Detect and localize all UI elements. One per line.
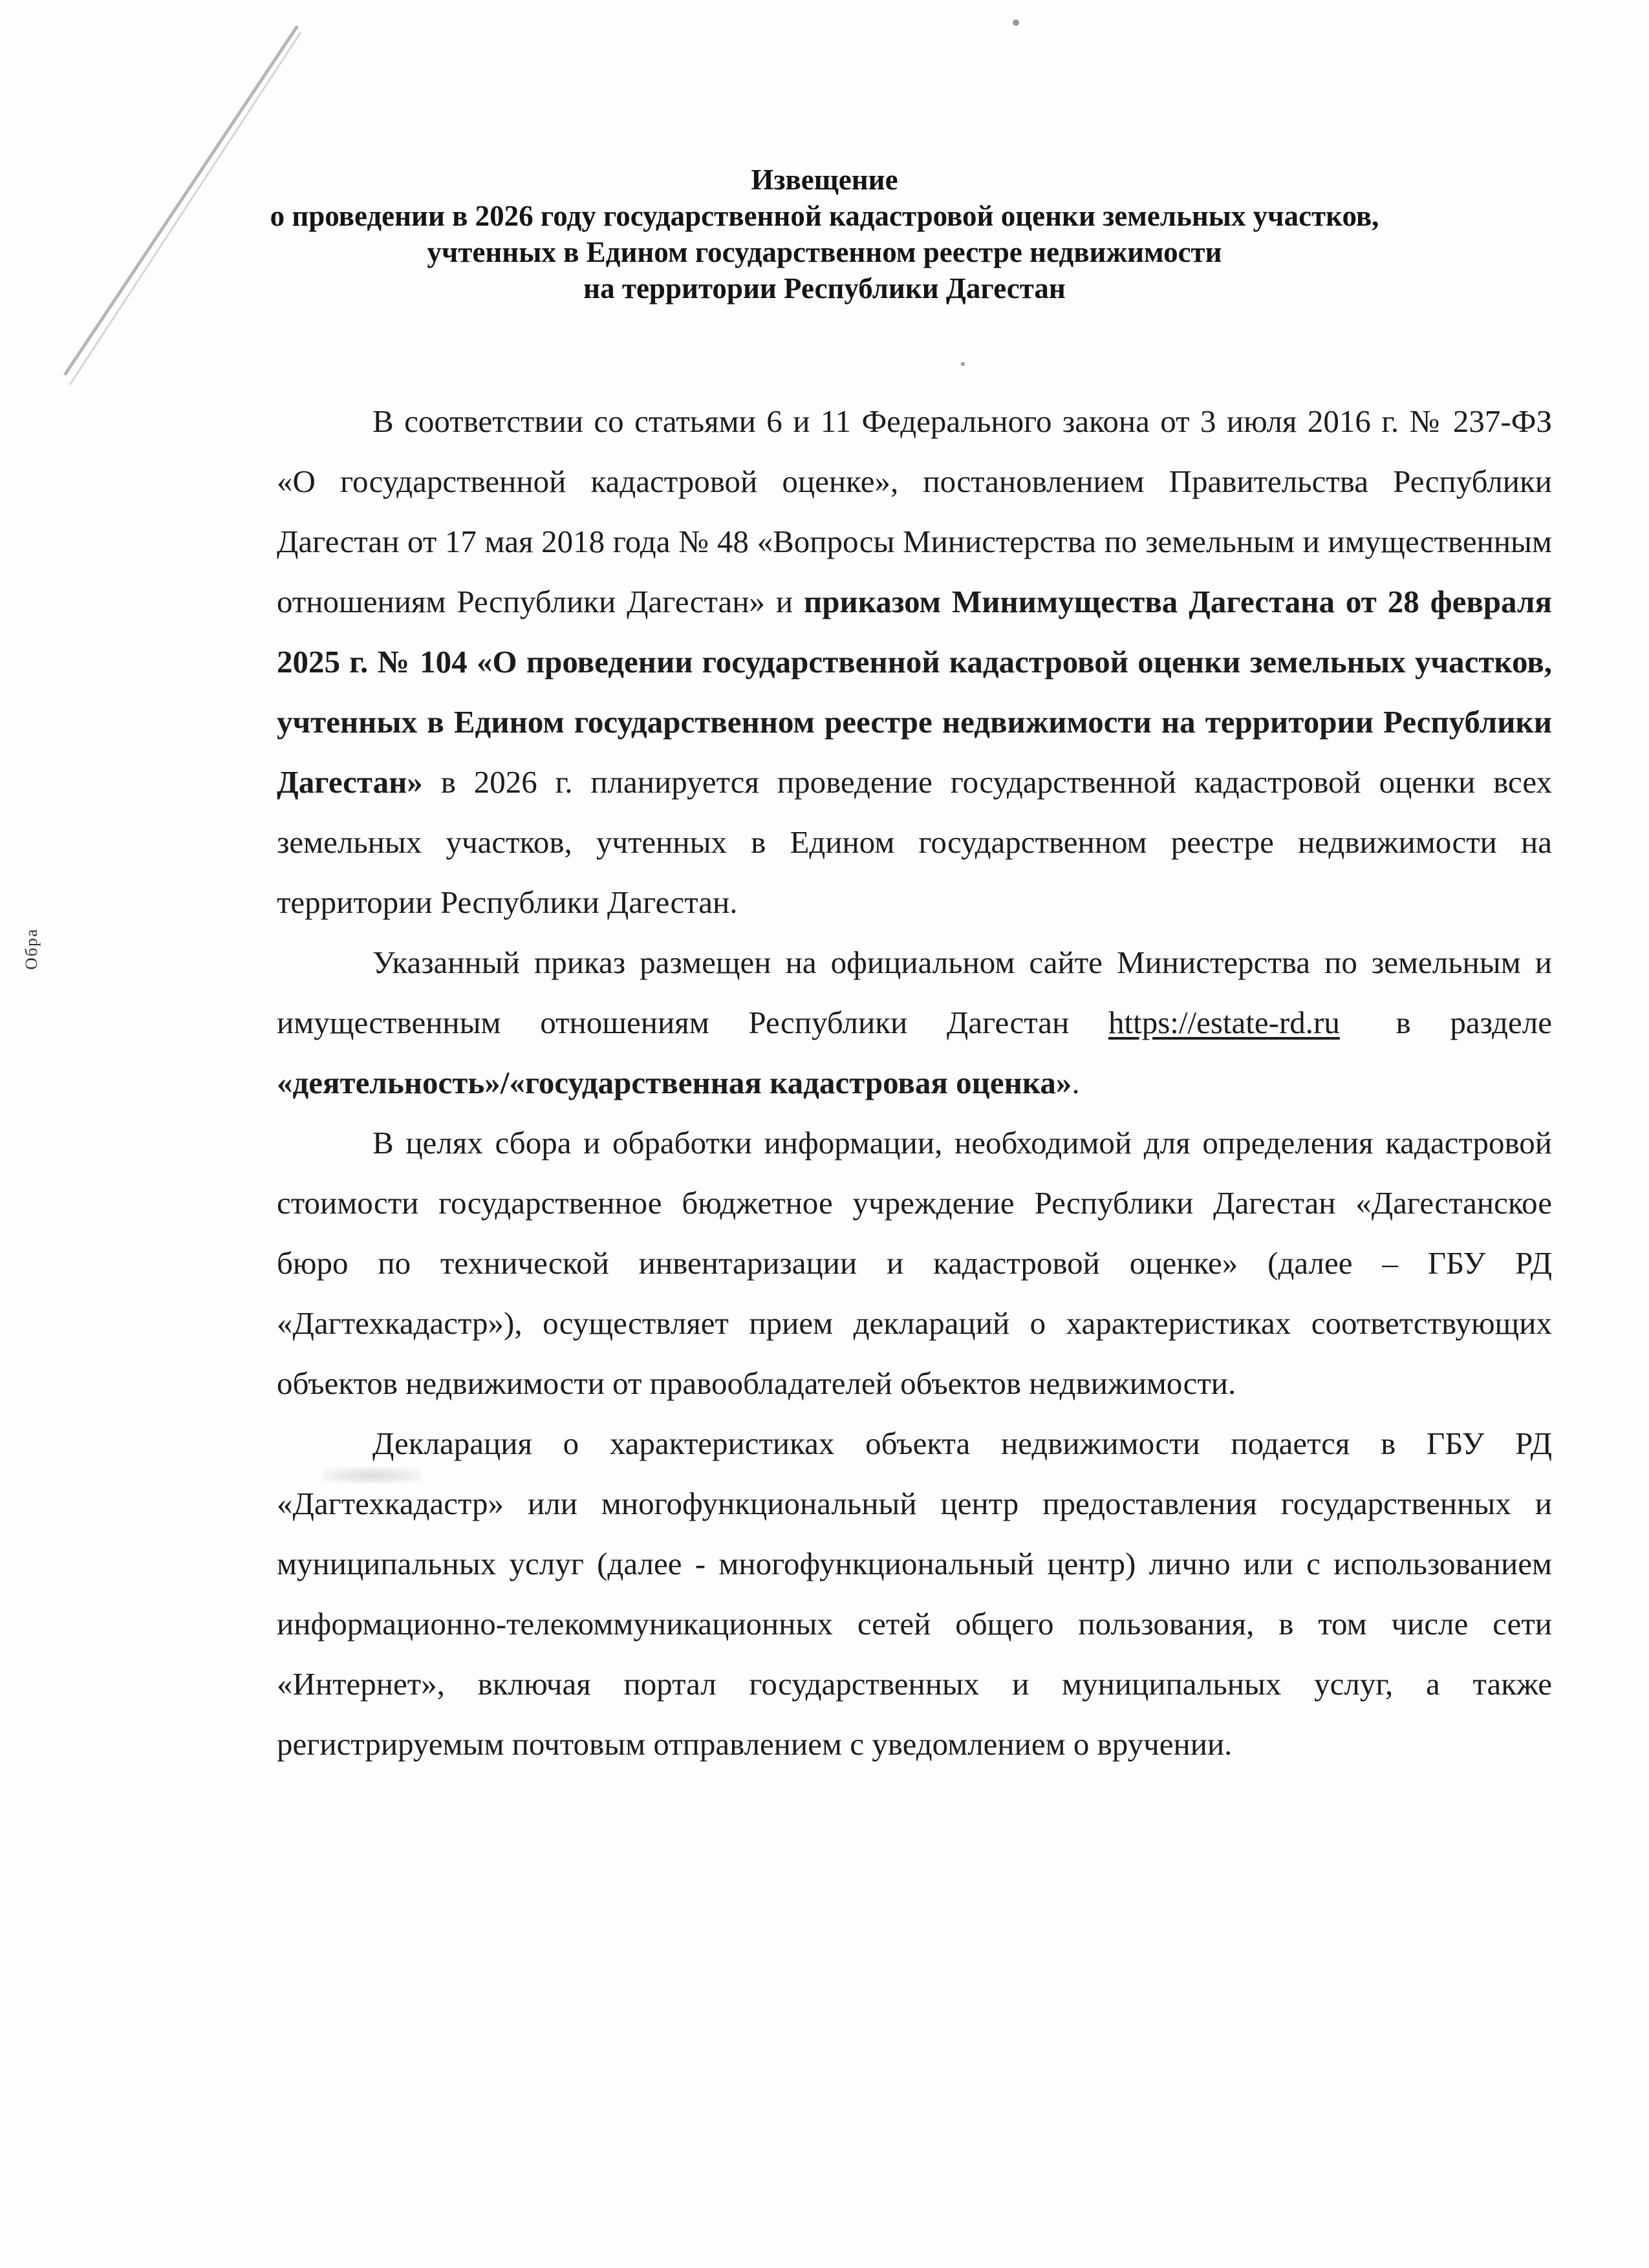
paragraph-text: в 2026 г. планируется проведение государственной кадастровой оценки всех земельных участков, учтенных в Едином государственном реестре недвижимости на территории Республики Дагестан. [277, 764, 1552, 920]
title-line: на территории Республики Дагестан [583, 272, 1066, 305]
paragraph-text: В соответствии со статьями 6 и 11 Федерального закона от 3 июля 2016 г. № 237-ФЗ «О государственной кадастровой оценке», постановлением Правительства Республики Дагестан от 17 мая 2018 года № 48 «Вопросы Министерства по земельным и имущественным отношениям Республики Дагестан» и [277, 403, 1552, 619]
title-line: учтенных в Едином государственном реестре недвижимости [427, 236, 1222, 268]
notice-body [277, 391, 1552, 1774]
paragraph-legal-basis [277, 391, 1552, 932]
scan-smudge [323, 1468, 420, 1483]
title-line: Извещение [751, 164, 898, 196]
paragraph-text: . [1072, 1065, 1080, 1100]
title-line: о проведении в 2026 году государственной кадастровой оценки земельных участков, [270, 200, 1379, 232]
paragraph-publication [277, 932, 1552, 1113]
order-reference: приказом Минимущества Дагестана от 28 февраля 2025 г. № 104 «О проведении государственной кадастровой оценки земельных участков, учтенных в Едином государственном реестре недвижимости на территории Республики Дагестан» [277, 584, 1552, 800]
paragraph-text: в разделе [1356, 1005, 1552, 1040]
website-link[interactable]: https://estate-rd.ru [1108, 1005, 1340, 1040]
scan-speck [1013, 19, 1019, 26]
paragraph-submission: Декларация о характеристиках объекта недвижимости подается в ГБУ РД «Дагтехкадастр» или многофункциональный центр предоставления государственных и муниципальных услуг (далее - многофункциональный центр) лично или с использованием информационно-телекоммуникационных сетей общего пользования, в том числе сети «Интернет», включая портал государственных и муниципальных услуг, а также регистрируемым почтовым отправлением с уведомлением о вручении. [277, 1426, 1552, 1762]
scan-speck [961, 362, 965, 366]
paragraph-declarations: В целях сбора и обработки информации, необходимой для определения кадастровой стоимости государственное бюджетное учреждение Республики Дагестан «Дагестанское бюро по технической инвентаризации и кадастровой оценке» (далее – ГБУ РД «Дагтехкадастр»), осуществляет прием деклараций о характеристиках соответствующих объектов недвижимости от правообладателей объектов недвижимости. [277, 1125, 1552, 1401]
notice-title [194, 162, 1455, 306]
section-path: «деятельность»/«государственная кадастровая оценка» [277, 1065, 1072, 1100]
paragraph-text: Указанный приказ размещен на официальном сайте Министерства по земельным и имущественным отношениям Республики Дагестан [277, 945, 1552, 1040]
margin-text: Обра [22, 928, 41, 970]
